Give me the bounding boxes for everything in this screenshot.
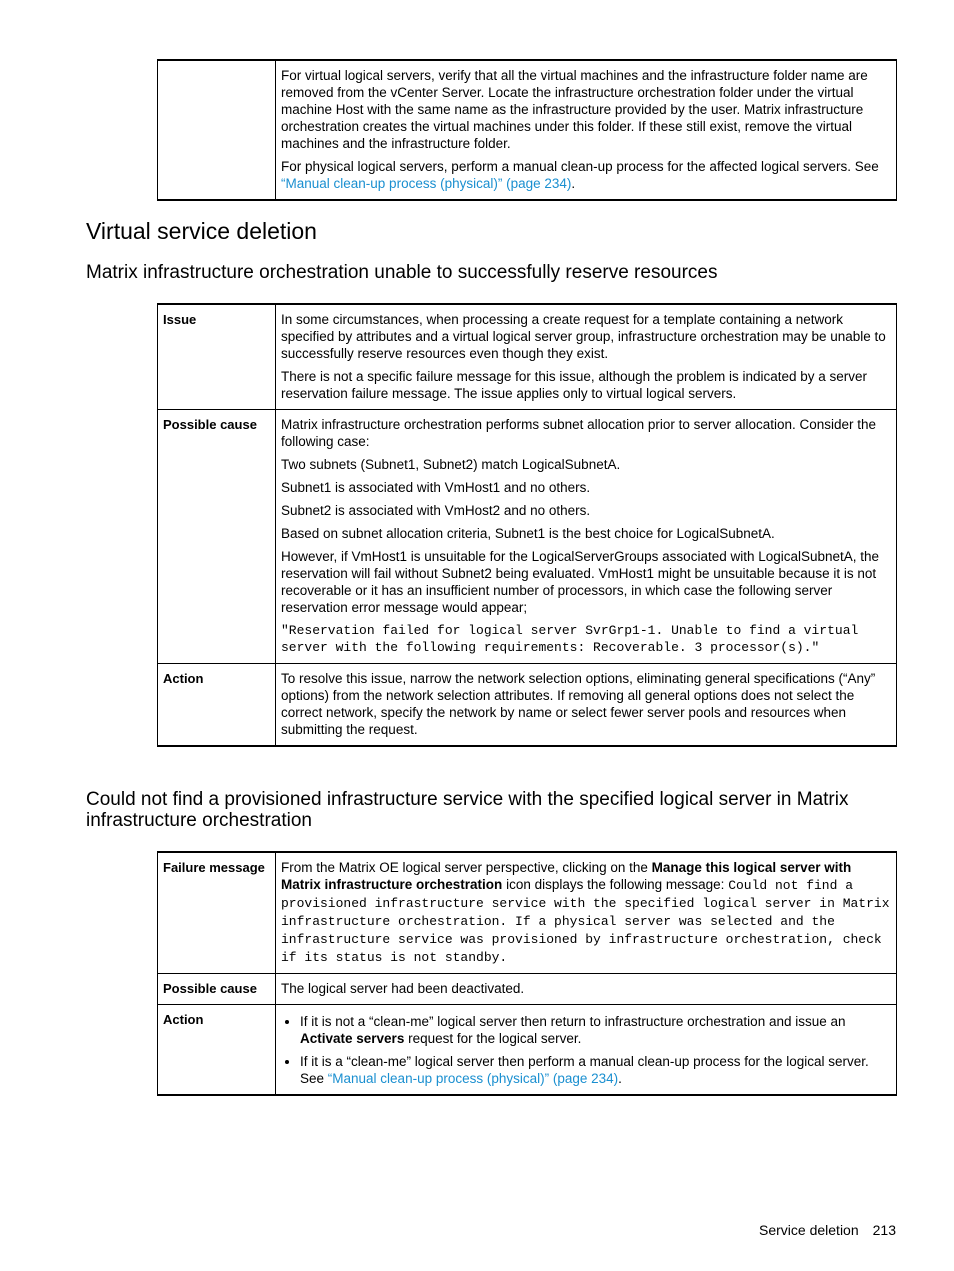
failure-content: From the Matrix OE logical server perspective, clicking on the Manage this logical server with Matrix infrastructure orchestration icon displays the following message: Could not find a provisioned infrastructure service with the specified logical server in Matrix infrastructure orchestration. If a physical server was selected and the infrastructure service was provisioned by infrastructure orchestration, check if its status is not standby. <box>276 852 897 974</box>
table-row <box>158 974 897 1005</box>
virtual-cleanup-text: For virtual logical servers, verify that all the virtual machines and the infrastructure folder name are removed from the vCenter Server. Locate the infrastructure orchestration folder under the virtual machine Host with the same name as the infrastructure provided by the user. Matrix infrastructure orchestration creates the virtual machines under this folder. If these still exist, remove the virtual machines and the infrastructure folder. <box>281 68 868 151</box>
reserve-resources-table <box>157 303 897 747</box>
action-content: To resolve this issue, narrow the network selection options, eliminating general specifications (“Any” options) from the network selection attributes. If removing all general options does not select the correct network, specify the network by name or select fewer server pools and resources when submitting the request. <box>276 664 897 747</box>
table-row <box>158 852 897 974</box>
table-row <box>158 304 897 410</box>
error-message-code: "Reservation failed for logical server SvrGrp1-1. Unable to find a virtual server with the following requirements: Recoverable. 3 processor(s)." <box>281 623 859 655</box>
cause-label: Possible cause <box>158 410 276 664</box>
failure-message-code: Could not find a provisioned infrastructure service with the specified logical server in Matrix infrastructure orchestration. If a physical server was selected and the infrastructure service was provisioned by infrastructure orchestration, check if its status is not standby. <box>281 878 890 965</box>
row-content <box>276 60 897 200</box>
footer-section: Service deletion <box>759 1222 859 1238</box>
table-row <box>158 664 897 747</box>
row-label <box>158 60 276 200</box>
issue-content: In some circumstances, when processing a create request for a template containing a network specified by attributes and a virtual logical server group, infrastructure orchestration may be unable to successfully reserve resources even though they exist. There is not a specific failure message for this issue, although the problem is indicated by a server reservation failure message. The issue applies only to virtual logical servers. <box>276 304 897 410</box>
section-title: Virtual service deletion <box>86 218 317 244</box>
action-label: Action <box>158 664 276 747</box>
failure-label: Failure message <box>163 860 265 875</box>
cause-content: The logical server had been deactivated. <box>276 974 897 1005</box>
subsection-title-reserve: Matrix infrastructure orchestration unable to successfully reserve resources <box>86 262 718 283</box>
table-row <box>158 1005 897 1096</box>
cause-content: Matrix infrastructure orchestration performs subnet allocation prior to server allocation. Consider the following case: Two subnets (Subnet1, Subnet2) match LogicalSubnetA. Subnet1 is associated with VmHost1 and no others. Subnet2 is associated with VmHost2 and no others. Based on subnet allocation criteria, Subnet1 is the best choice for LogicalSubnetA. However, if VmHost1 is unsuitable for the LogicalServerGroups associated with LogicalSubnetA, the reservation will fail without Subnet2 being evaluated. VmHost1 might be unsuitable because it is not recoverable or it has an insufficient number of processors, in which case the following server reservation error message would appear; "Reservation failed for logical server SvrGrp1-1. Unable to find a virtual server with the following requirements: Recoverable. 3 processor(s)." <box>276 410 897 664</box>
action-label: Action <box>158 1005 276 1096</box>
physical-cleanup-text: For physical logical servers, perform a manual clean-up process for the affected logical servers. See “Manual clean-up process (physical)” (page 234). <box>281 159 879 191</box>
table-row <box>158 410 897 664</box>
manual-cleanup-link[interactable]: “Manual clean-up process (physical)” (page 234) <box>281 176 572 191</box>
action-content <box>276 1005 897 1096</box>
cleanup-table <box>157 59 897 201</box>
action-list <box>281 1013 891 1087</box>
issue-label: Issue <box>163 312 197 327</box>
list-item: • If it is not a “clean-me” logical server then return to infrastructure orchestration and issue an Activate servers request for the logical server. <box>300 1013 891 1047</box>
page-number: 213 <box>872 1222 896 1238</box>
subsection-title-not-found: Could not find a provisioned infrastructure service with the specified logical server in Matrix infrastructure orchestration <box>86 789 849 831</box>
page-footer <box>759 1222 896 1238</box>
not-found-table <box>157 851 897 1096</box>
manual-cleanup-link[interactable]: “Manual clean-up process (physical)” (page 234) <box>327 1071 619 1086</box>
table-row <box>158 60 897 200</box>
cause-label: Possible cause <box>158 974 276 1005</box>
list-item: • If it is a “clean-me” logical server then perform a manual clean-up process for the logical server. See “Manual clean-up process (physical)” (page 234). <box>300 1053 891 1087</box>
